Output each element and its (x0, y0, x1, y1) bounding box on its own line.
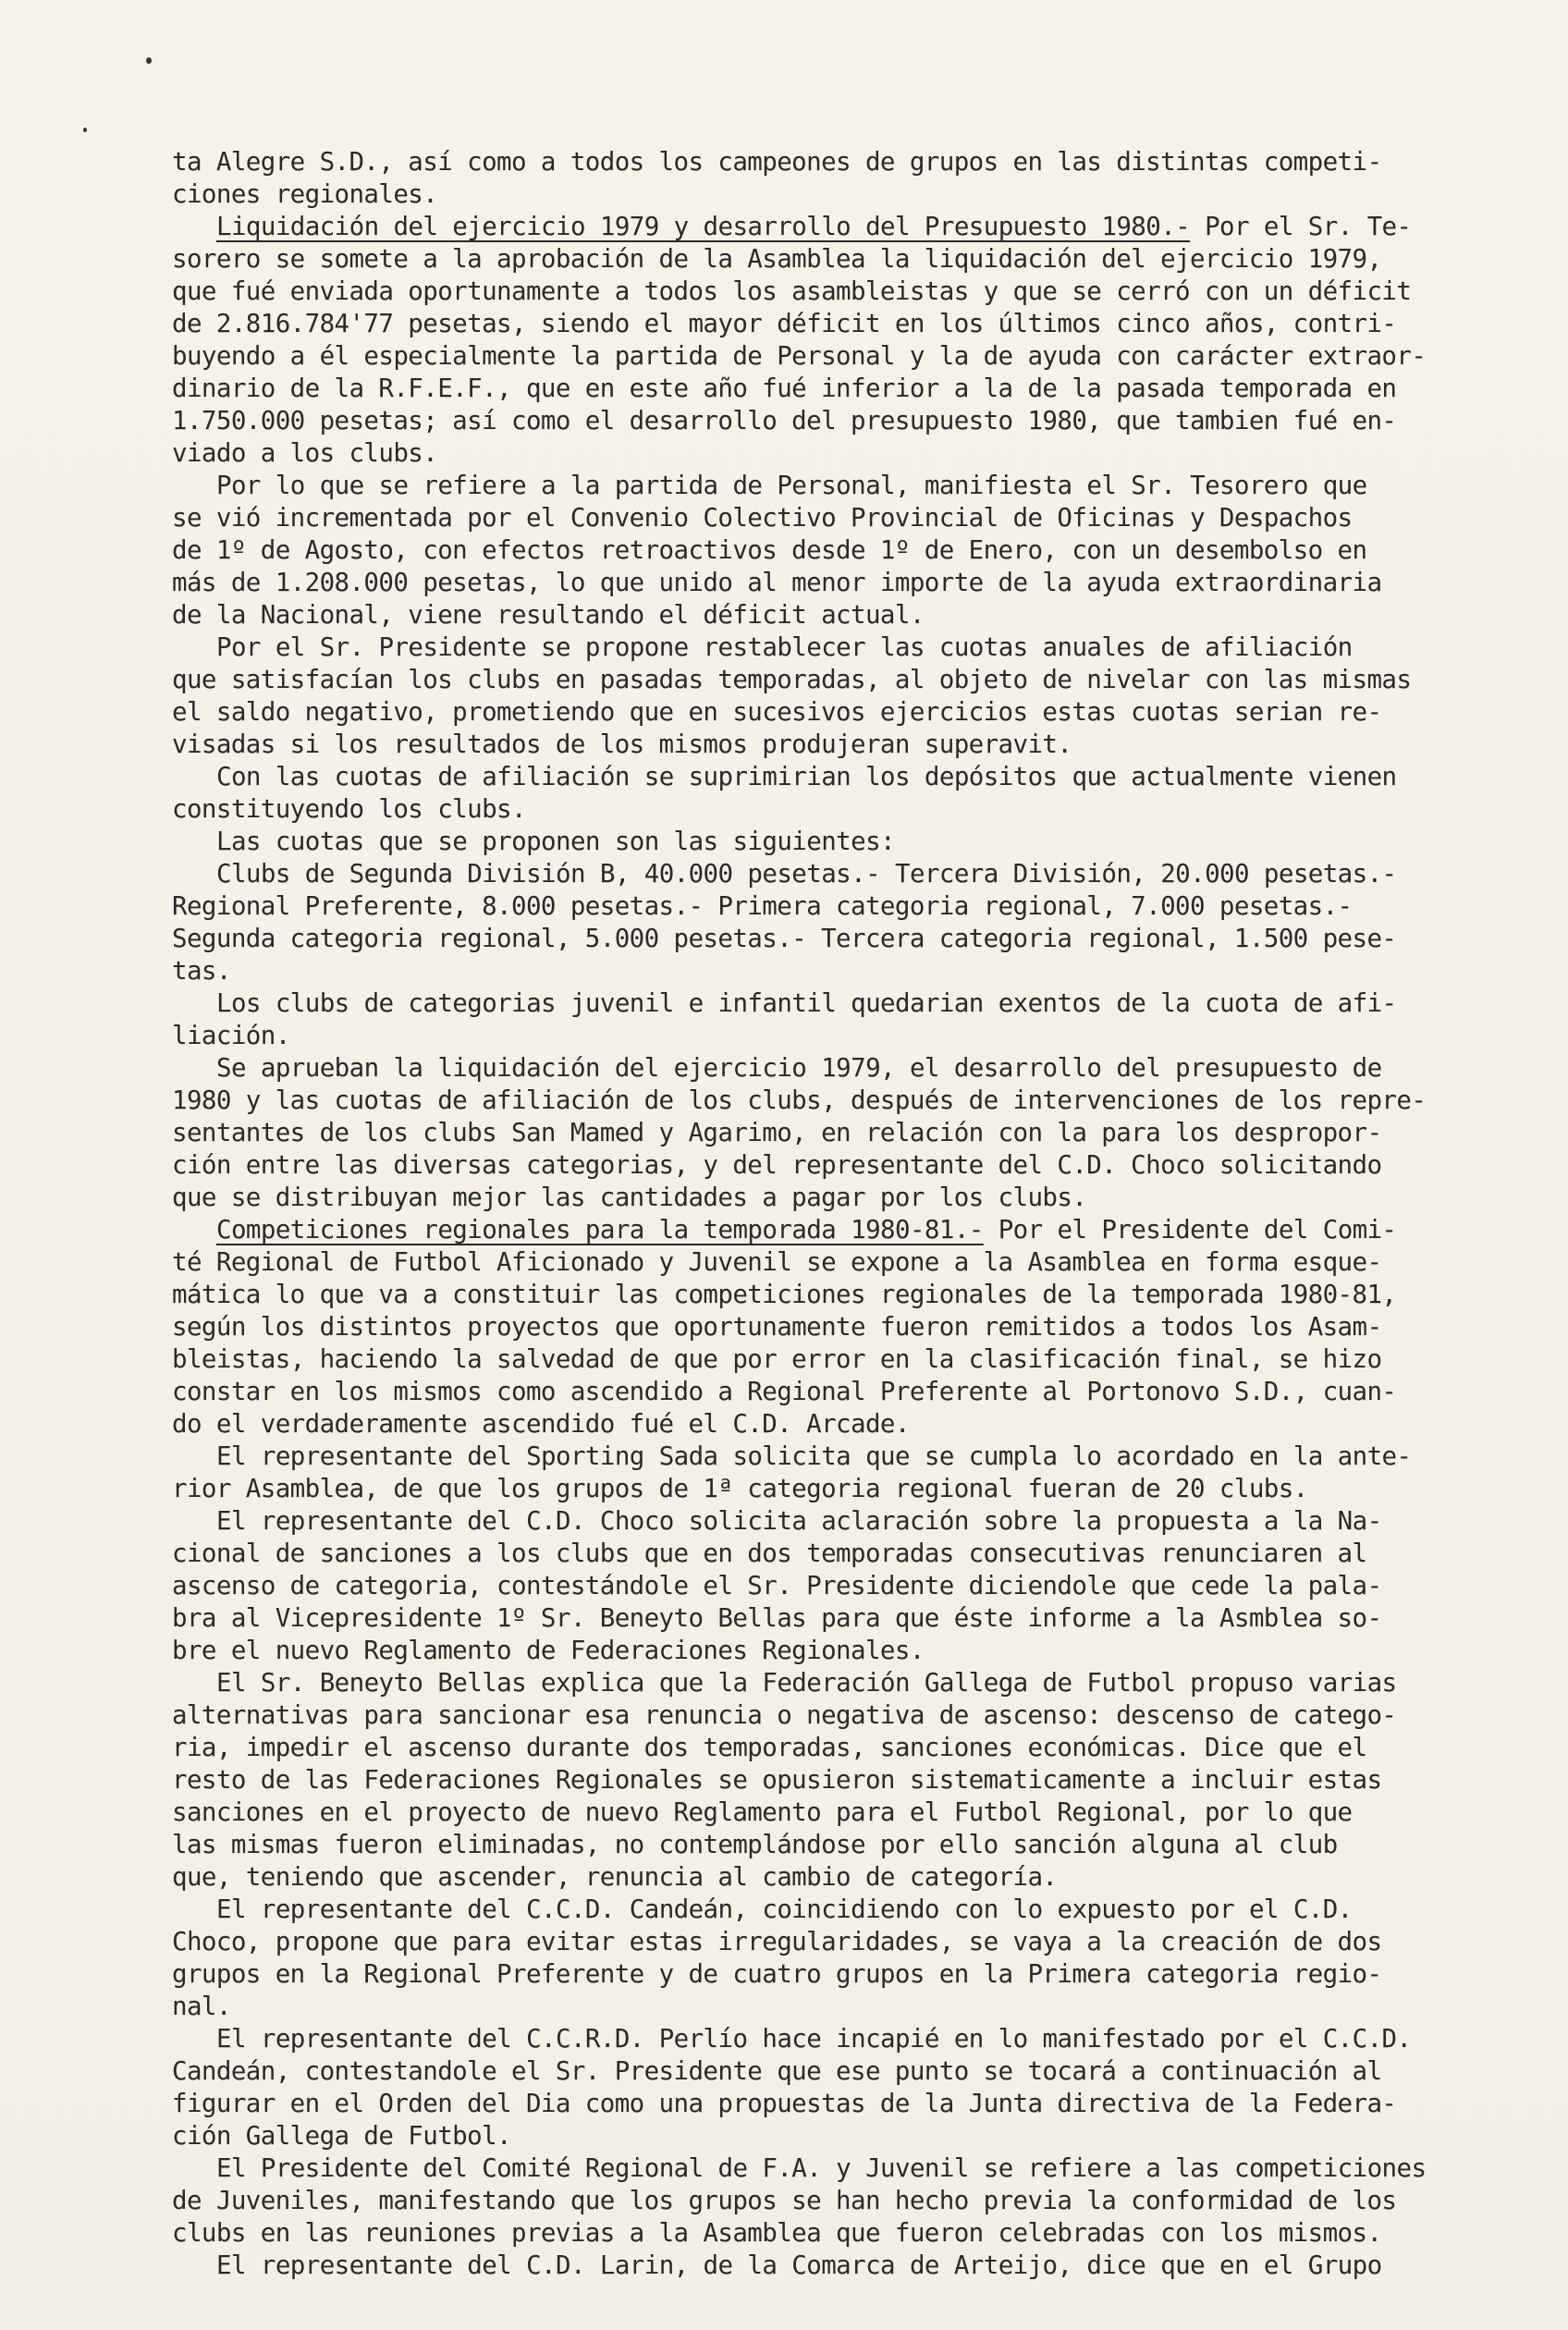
line-text: ciones regionales. (172, 179, 438, 209)
section-heading: Competiciones regionales para la temporada 1980-81.- (216, 1215, 984, 1245)
line-text: Con las cuotas de afiliación se suprimirian los depósitos que actualmente vienen (216, 762, 1397, 791)
text-line (172, 211, 1466, 243)
line-text: El Presidente del Comité Regional de F.A. y Juvenil se refiere a las competiciones (216, 2153, 1427, 2183)
text-line (172, 599, 1466, 632)
text-line (172, 146, 1466, 178)
line-text: según los distintos proyectos que oportunamente fueron remitidos a todos los Asam- (172, 1312, 1382, 1342)
text-line (172, 2217, 1466, 2250)
line-text: El representante del C.C.R.D. Perlío hace incapié en lo manifestado por el C.C.D. (216, 2024, 1412, 2054)
text-line (172, 437, 1466, 470)
text-line (172, 923, 1466, 955)
text-line (172, 1667, 1466, 1699)
text-line (172, 567, 1466, 599)
line-text: Por el Sr. Presidente se propone restablecer las cuotas anuales de afiliación (216, 632, 1353, 662)
text-line (172, 2120, 1466, 2152)
text-line (172, 1635, 1466, 1667)
line-text: do el verdaderamente ascendido fué el C.D. Arcade. (172, 1409, 910, 1439)
text-line (172, 1182, 1466, 1214)
text-line (172, 470, 1466, 502)
line-text: grupos en la Regional Preferente y de cuatro grupos en la Primera categoria regio- (172, 1959, 1382, 1989)
ink-speck (146, 57, 152, 64)
text-line (172, 890, 1466, 923)
text-line (172, 1797, 1466, 1829)
text-line (172, 276, 1466, 308)
line-text: de 2.816.784'77 pesetas, siendo el mayor déficit en los últimos cinco años, contri- (172, 309, 1397, 338)
text-line (172, 1246, 1466, 1279)
document-body (172, 146, 1466, 2282)
line-text: El representante del C.C.D. Candeán, coincidiendo con lo expuesto por el C.D. (216, 1895, 1353, 1924)
line-text: 1.750.000 pesetas; así como el desarrollo del presupuesto 1980, que tambien fué en- (172, 406, 1397, 435)
text-line (172, 1602, 1466, 1635)
text-line (172, 1408, 1466, 1441)
text-line (172, 1052, 1466, 1085)
line-text: Los clubs de categorias juvenil e infantil quedarian exentos de la cuota de afi- (216, 988, 1397, 1018)
line-text: ta Alegre S.D., así como a todos los campeones de grupos en las distintas competi- (172, 147, 1382, 177)
text-line (172, 987, 1466, 1020)
line-text: de 1º de Agosto, con efectos retroactivos desde 1º de Enero, con un desembolso en (172, 535, 1367, 565)
line-text: nal. (172, 1992, 231, 2021)
text-line (172, 793, 1466, 826)
section-heading: Liquidación del ejercicio 1979 y desarrollo del Presupuesto 1980.- (216, 212, 1191, 241)
line-text: rior Asamblea, de que los grupos de 1ª categoria regional fueran de 20 clubs. (172, 1474, 1308, 1503)
line-text: ascenso de categoria, contestándole el Sr. Presidente diciendole que cede la pala- (172, 1571, 1382, 1600)
line-text: Choco, propone que para evitar estas irregularidades, se vaya a la creación de dos (172, 1927, 1382, 1956)
line-text: cional de sanciones a los clubs que en dos temporadas consecutivas renunciaren al (172, 1539, 1367, 1568)
text-line (172, 1829, 1466, 1861)
line-text: Por el Presidente del Comi- (983, 1215, 1397, 1245)
text-line (172, 1149, 1466, 1182)
line-text: alternativas para sancionar esa renuncia o negativa de ascenso: descenso de catego- (172, 1700, 1397, 1730)
text-line (172, 1020, 1466, 1052)
text-line (172, 2185, 1466, 2217)
line-text: constituyendo los clubs. (172, 794, 526, 824)
text-line (172, 1214, 1466, 1246)
text-line (172, 340, 1466, 373)
line-text: de Juveniles, manifestando que los grupos se han hecho previa la conformidad de los (172, 2186, 1397, 2215)
line-text: bleistas, haciendo la salvedad de que por error en la clasificación final, se hizo (172, 1344, 1382, 1374)
text-line (172, 502, 1466, 534)
line-text: Por el Sr. Te- (1190, 212, 1412, 241)
line-text: constar en los mismos como ascendido a Regional Preferente al Portonovo S.D., cuan- (172, 1377, 1397, 1406)
line-text: las mismas fueron eliminadas, no contemplándose por ello sanción alguna al club (172, 1830, 1338, 1859)
text-line (172, 534, 1466, 567)
line-text: visadas si los resultados de los mismos produjeran superavit. (172, 730, 1072, 759)
line-text: de la Nacional, viene resultando el déficit actual. (172, 600, 925, 630)
line-text: Por lo que se refiere a la partida de Personal, manifiesta el Sr. Tesorero que (216, 471, 1367, 500)
text-line (172, 826, 1466, 858)
text-line (172, 664, 1466, 696)
text-line (172, 1376, 1466, 1408)
text-line (172, 1311, 1466, 1343)
text-line (172, 1764, 1466, 1797)
line-text: dinario de la R.F.E.F., que en este año fué inferior a la de la pasada temporada en (172, 374, 1397, 403)
text-line (172, 405, 1466, 437)
text-line (172, 178, 1466, 211)
line-text: el saldo negativo, prometiendo que en sucesivos ejercicios estas cuotas serian re- (172, 697, 1382, 727)
text-line (172, 373, 1466, 405)
text-line (172, 1117, 1466, 1149)
line-text: tas. (172, 956, 231, 986)
text-line (172, 1926, 1466, 1958)
line-text: ción Gallega de Futbol. (172, 2121, 511, 2151)
line-text: té Regional de Futbol Aficionado y Juvenil se expone a la Asamblea en forma esque- (172, 1247, 1382, 1277)
line-text: que, teniendo que ascender, renuncia al cambio de categoría. (172, 1862, 1058, 1892)
line-text: liación. (172, 1021, 290, 1050)
line-text: El representante del C.D. Larin, de la Comarca de Arteijo, dice que en el Grupo (216, 2250, 1382, 2280)
text-line (172, 1570, 1466, 1602)
text-line (172, 1279, 1466, 1311)
text-line (172, 1991, 1466, 2023)
text-line (172, 1441, 1466, 1473)
line-text: más de 1.208.000 pesetas, lo que unido al menor importe de la ayuda extraordinaria (172, 568, 1382, 597)
text-line (172, 1343, 1466, 1376)
line-text: que fué enviada oportunamente a todos los asambleistas y que se cerró con un déficit (172, 276, 1412, 306)
text-line (172, 696, 1466, 729)
text-line (172, 1085, 1466, 1117)
line-text: El representante del C.D. Choco solicita aclaración sobre la propuesta a la Na- (216, 1506, 1382, 1536)
line-text: Regional Preferente, 8.000 pesetas.- Primera categoria regional, 7.000 pesetas.- (172, 891, 1353, 921)
text-line (172, 761, 1466, 793)
text-line (172, 2055, 1466, 2088)
text-line (172, 1894, 1466, 1926)
text-line (172, 2152, 1466, 2185)
text-line (172, 2250, 1466, 2282)
text-line (172, 632, 1466, 664)
line-text: bre el nuevo Reglamento de Federaciones Regionales. (172, 1636, 925, 1665)
line-text: mática lo que va a constituir las competiciones regionales de la temporada 1980-81, (172, 1280, 1397, 1309)
text-line (172, 1538, 1466, 1570)
line-text: El representante del Sporting Sada solicita que se cumpla lo acordado en la ante- (216, 1441, 1412, 1471)
text-line (172, 955, 1466, 987)
line-text: sanciones en el proyecto de nuevo Reglamento para el Futbol Regional, por lo que (172, 1797, 1353, 1827)
text-line (172, 729, 1466, 761)
text-line (172, 308, 1466, 340)
text-line (172, 1473, 1466, 1505)
line-text: Se aprueban la liquidación del ejercicio 1979, el desarrollo del presupuesto de (216, 1053, 1382, 1083)
line-text: que satisfacían los clubs en pasadas temporadas, al objeto de nivelar con las mismas (172, 665, 1412, 694)
text-line (172, 2088, 1466, 2120)
line-text: Segunda categoria regional, 5.000 pesetas.- Tercera categoria regional, 1.500 pese- (172, 924, 1397, 953)
text-line (172, 1732, 1466, 1764)
line-text: buyendo a él especialmente la partida de Personal y la de ayuda con carácter extraor- (172, 341, 1427, 371)
line-text: que se distribuyan mejor las cantidades a pagar por los clubs. (172, 1183, 1087, 1212)
line-text: bra al Vicepresidente 1º Sr. Beneyto Bellas para que éste informe a la Asmblea so- (172, 1603, 1382, 1633)
text-line (172, 858, 1466, 890)
text-line (172, 1505, 1466, 1538)
line-text: clubs en las reuniones previas a la Asamblea que fueron celebradas con los mismos. (172, 2218, 1382, 2248)
line-text: Clubs de Segunda División B, 40.000 pesetas.- Tercera División, 20.000 pesetas.- (216, 859, 1397, 889)
text-line (172, 2023, 1466, 2055)
line-text: Las cuotas que se proponen son las siguientes: (216, 827, 895, 856)
text-line (172, 1861, 1466, 1894)
line-text: sorero se somete a la aprobación de la Asamblea la liquidación del ejercicio 1979, (172, 244, 1382, 274)
line-text: resto de las Federaciones Regionales se opusieron sistematicamente a incluir estas (172, 1765, 1382, 1795)
line-text: ción entre las diversas categorias, y del representante del C.D. Choco solicitando (172, 1150, 1382, 1180)
line-text: ria, impedir el ascenso durante dos temporadas, sanciones económicas. Dice que el (172, 1733, 1367, 1762)
line-text: Candeán, contestandole el Sr. Presidente que ese punto se tocará a continuación al (172, 2056, 1382, 2086)
text-line (172, 243, 1466, 276)
line-text: viado a los clubs. (172, 438, 438, 468)
text-line (172, 1958, 1466, 1991)
line-text: figurar en el Orden del Dia como una propuestas de la Junta directiva de la Federa- (172, 2089, 1397, 2118)
ink-speck (83, 128, 87, 132)
line-text: se vió incrementada por el Convenio Colectivo Provincial de Oficinas y Despachos (172, 503, 1353, 533)
line-text: El Sr. Beneyto Bellas explica que la Federación Gallega de Futbol propuso varias (216, 1668, 1397, 1698)
text-line (172, 1699, 1466, 1732)
line-text: 1980 y las cuotas de afiliación de los clubs, después de intervenciones de los repre- (172, 1085, 1427, 1115)
line-text: sentantes de los clubs San Mamed y Agarimo, en relación con la para los despropor- (172, 1118, 1382, 1147)
